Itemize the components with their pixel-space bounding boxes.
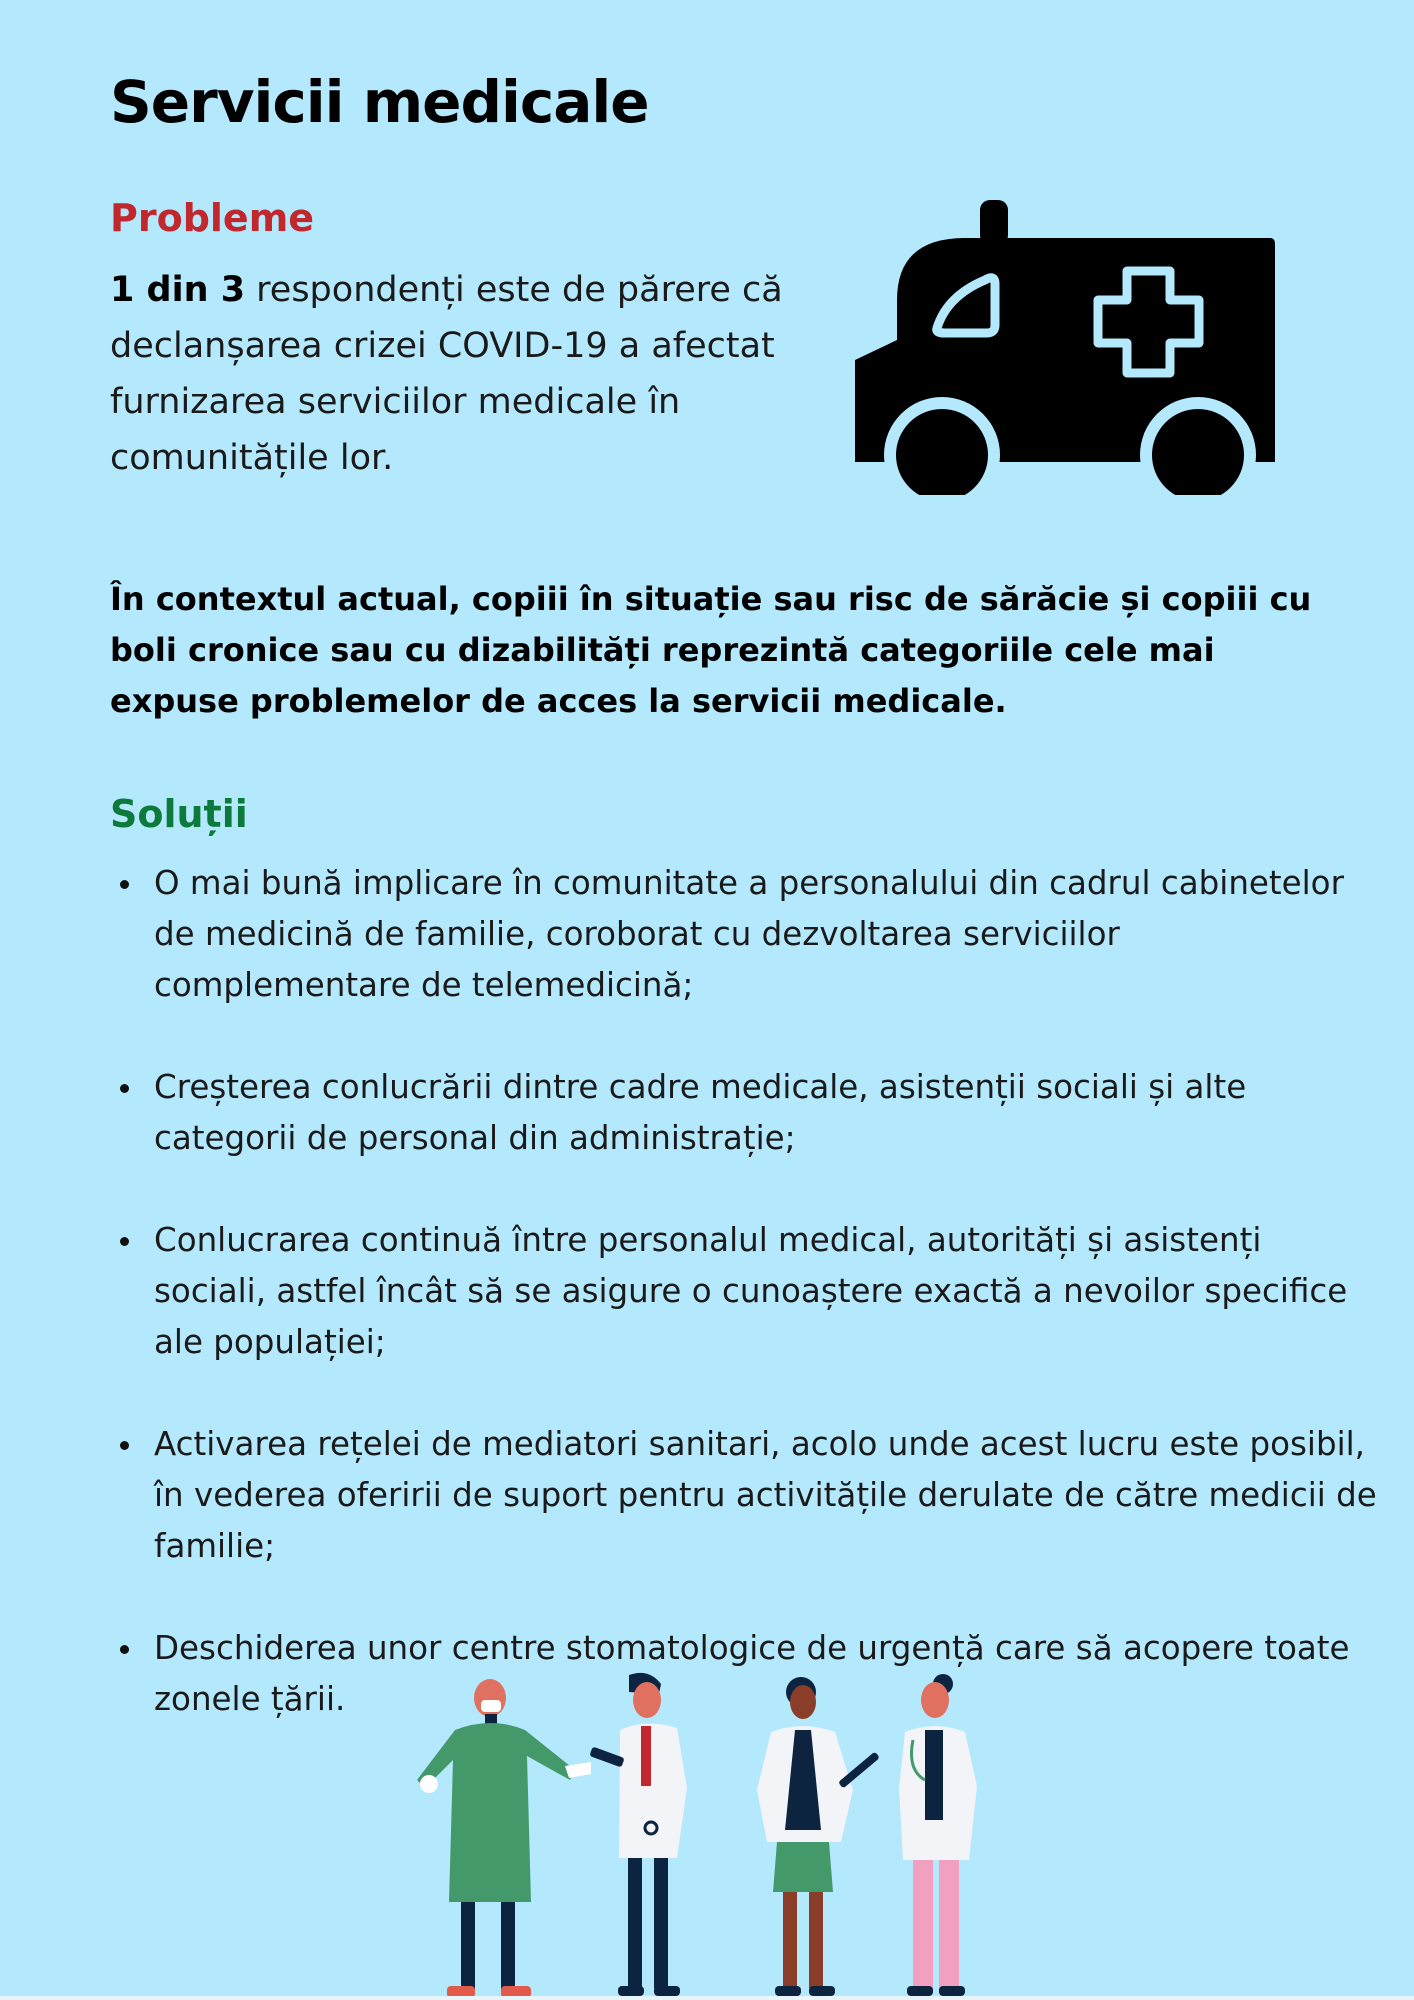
list-item [110, 1215, 1380, 1368]
bullet-icon [120, 1645, 129, 1654]
list-item-text: O mai bună implicare în comunitate a personalului din cadrul cabinetelor de medicină de familie, coroborat cu dezvoltarea serviciilor complementare de telemedicină; [154, 864, 1344, 1004]
bullet-icon [120, 1237, 129, 1246]
doctor-clipboard-figure [757, 1677, 880, 1996]
context-paragraph: În contextul actual, copiii în situație sau risc de sărăcie și copiii cu boli cronice sau cu dizabilități reprezintă categoriile cele mai expuse problemelor de acces la servicii medicale. [110, 580, 1312, 720]
bottom-strip [0, 1996, 1414, 2000]
bullet-icon [120, 880, 129, 889]
doctor-tablet-figure [589, 1673, 687, 1996]
doctor-pink-figure [899, 1674, 977, 1996]
list-item-text: Deschiderea unor centre stomatologice de urgență care să acopere toate zonele țării. [154, 1629, 1350, 1718]
list-item [110, 1062, 1380, 1164]
problems-text: respondenți este de părere că declanșarea crizei COVID-19 a afectat furnizarea serviciilor medicale în comunitățile lor. [110, 270, 783, 478]
problems-heading: Probleme [110, 196, 315, 240]
solutions-heading: Soluții [110, 792, 248, 836]
list-item [110, 858, 1380, 1011]
list-item-text: Activarea rețelei de mediatori sanitari, acolo unde acest lucru este posibil, în vederea oferirii de suport pentru activitățile derulate de către medicii de familie; [154, 1425, 1377, 1565]
list-item-text: Creșterea conlucrării dintre cadre medicale, asistenții sociali și alte categorii de personal din administrație; [154, 1068, 1247, 1157]
problems-intro [110, 262, 810, 486]
medical-staff-illustration [415, 1670, 1015, 2000]
solutions-list [110, 858, 1380, 1776]
list-item [110, 1419, 1380, 1572]
problems-stat: 1 din 3 [110, 270, 246, 310]
surgeon-figure [417, 1679, 591, 1998]
list-item-text: Conlucrarea continuă între personalul medical, autorități și asistenți sociali, astfel încât să se asigure o cunoaștere exactă a nevoilor specifice ale populației; [154, 1221, 1348, 1361]
bullet-icon [120, 1084, 129, 1093]
bullet-icon [120, 1441, 129, 1450]
page-title: Servicii medicale [110, 68, 649, 136]
ambulance-icon [855, 200, 1275, 495]
